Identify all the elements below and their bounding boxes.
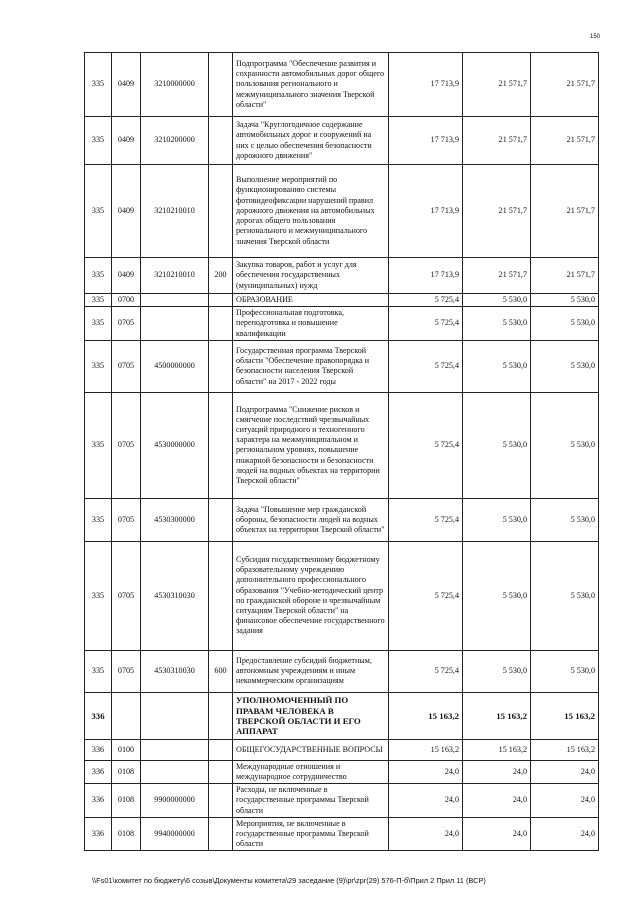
cell-section-code: 0108 bbox=[112, 784, 141, 818]
cell-expense-type bbox=[209, 692, 233, 739]
cell-amount-year1: 5 725,4 bbox=[389, 541, 463, 650]
cell-department-code: 336 bbox=[85, 817, 112, 851]
cell-amount-year2: 21 571,7 bbox=[463, 165, 531, 258]
cell-section-code: 0705 bbox=[112, 307, 141, 341]
cell-section-code: 0705 bbox=[112, 392, 141, 498]
cell-section-code: 0705 bbox=[112, 650, 141, 692]
cell-department-code: 335 bbox=[85, 392, 112, 498]
cell-target-article: 4530000000 bbox=[141, 392, 209, 498]
cell-expense-type bbox=[209, 294, 233, 307]
cell-target-article: 4500000000 bbox=[141, 340, 209, 392]
cell-section-code: 0700 bbox=[112, 294, 141, 307]
cell-target-article bbox=[141, 294, 209, 307]
cell-amount-year1: 17 713,9 bbox=[389, 117, 463, 165]
cell-department-code: 336 bbox=[85, 784, 112, 818]
cell-amount-year2: 5 530,0 bbox=[463, 541, 531, 650]
cell-section-code: 0705 bbox=[112, 340, 141, 392]
cell-description: ОБЩЕГОСУДАРСТВЕННЫЕ ВОПРОСЫ bbox=[233, 739, 389, 760]
cell-amount-year2: 24,0 bbox=[463, 760, 531, 783]
cell-description: Государственная программа Тверской области "Обеспечение правопорядка и безопасности населения Тверской области" на 2017 - 2022 годы bbox=[233, 340, 389, 392]
cell-description: Выполнение мероприятий по функционированию системы фотовидеофиксации нарушений правил дорожного движения на автомобильных дорогах общего пользования регионального и межмуниципального значения Тверской области bbox=[233, 165, 389, 258]
cell-amount-year1: 5 725,4 bbox=[389, 307, 463, 341]
cell-target-article: 4530310030 bbox=[141, 650, 209, 692]
table-row bbox=[85, 53, 599, 117]
cell-department-code: 335 bbox=[85, 165, 112, 258]
cell-description: УПОЛНОМОЧЕННЫЙ ПО ПРАВАМ ЧЕЛОВЕКА В ТВЕРСКОЙ ОБЛАСТИ И ЕГО АППАРАТ bbox=[233, 692, 389, 739]
cell-description: Расходы, не включенные в государственные программы Тверской области bbox=[233, 784, 389, 818]
cell-amount-year1: 15 163,2 bbox=[389, 739, 463, 760]
cell-department-code: 335 bbox=[85, 294, 112, 307]
cell-amount-year1: 5 725,4 bbox=[389, 498, 463, 541]
cell-expense-type bbox=[209, 307, 233, 341]
cell-expense-type: 600 bbox=[209, 650, 233, 692]
cell-amount-year2: 5 530,0 bbox=[463, 307, 531, 341]
cell-amount-year1: 5 725,4 bbox=[389, 294, 463, 307]
cell-department-code: 335 bbox=[85, 53, 112, 117]
table-row bbox=[85, 784, 599, 818]
cell-amount-year2: 21 571,7 bbox=[463, 53, 531, 117]
cell-department-code: 335 bbox=[85, 541, 112, 650]
table-row bbox=[85, 760, 599, 783]
table-row bbox=[85, 498, 599, 541]
cell-expense-type bbox=[209, 817, 233, 851]
cell-description: Профессиональная подготовка, переподготовка и повышение квалификации bbox=[233, 307, 389, 341]
cell-amount-year2: 15 163,2 bbox=[463, 739, 531, 760]
cell-expense-type bbox=[209, 117, 233, 165]
table-row bbox=[85, 258, 599, 294]
cell-description: Задача "Повышение мер гражданской обороны, безопасности людей на водных объектах на территории Тверской области" bbox=[233, 498, 389, 541]
cell-amount-year1: 24,0 bbox=[389, 817, 463, 851]
cell-amount-year1: 17 713,9 bbox=[389, 258, 463, 294]
cell-amount-year2: 21 571,7 bbox=[463, 258, 531, 294]
cell-section-code: 0409 bbox=[112, 117, 141, 165]
cell-amount-year3: 24,0 bbox=[531, 784, 599, 818]
cell-amount-year3: 15 163,2 bbox=[531, 739, 599, 760]
cell-description: Закупка товаров, работ и услуг для обеспечения государственных (муниципальных) нужд bbox=[233, 258, 389, 294]
cell-amount-year3: 5 530,0 bbox=[531, 294, 599, 307]
cell-amount-year3: 5 530,0 bbox=[531, 650, 599, 692]
cell-department-code: 336 bbox=[85, 739, 112, 760]
cell-amount-year2: 24,0 bbox=[463, 784, 531, 818]
cell-expense-type bbox=[209, 498, 233, 541]
cell-amount-year2: 5 530,0 bbox=[463, 294, 531, 307]
budget-table bbox=[84, 52, 599, 851]
cell-description: Задача "Круглогодичное содержание автомобильных дорог и сооружений на них с целью обеспечения безопасности дорожного движения" bbox=[233, 117, 389, 165]
cell-description: Предоставление субсидий бюджетным, автономным учреждениям и иным некоммерческим организациям bbox=[233, 650, 389, 692]
cell-amount-year2: 5 530,0 bbox=[463, 650, 531, 692]
cell-target-article bbox=[141, 692, 209, 739]
cell-department-code: 335 bbox=[85, 117, 112, 165]
file-path-footer: \\Fs01\комитет по бюджету\6 созыв\Документы комитета\29 заседание (9)\pr\zpr(29) 576-П-б\Прил 2 Прил 11 (ВСР) bbox=[92, 876, 486, 885]
table-row bbox=[85, 692, 599, 739]
cell-target-article: 3210200000 bbox=[141, 117, 209, 165]
cell-section-code: 0409 bbox=[112, 53, 141, 117]
table-row bbox=[85, 541, 599, 650]
table-row bbox=[85, 392, 599, 498]
cell-amount-year2: 5 530,0 bbox=[463, 498, 531, 541]
cell-section-code: 0108 bbox=[112, 817, 141, 851]
cell-amount-year2: 5 530,0 bbox=[463, 392, 531, 498]
table-row bbox=[85, 294, 599, 307]
table-row bbox=[85, 340, 599, 392]
cell-expense-type bbox=[209, 340, 233, 392]
cell-target-article: 4530310030 bbox=[141, 541, 209, 650]
cell-department-code: 335 bbox=[85, 307, 112, 341]
cell-amount-year3: 21 571,7 bbox=[531, 165, 599, 258]
cell-section-code: 0705 bbox=[112, 498, 141, 541]
page-number: 150 bbox=[589, 34, 600, 40]
cell-section-code: 0409 bbox=[112, 165, 141, 258]
cell-department-code: 336 bbox=[85, 760, 112, 783]
cell-target-article: 9900000000 bbox=[141, 784, 209, 818]
cell-expense-type bbox=[209, 392, 233, 498]
cell-amount-year1: 5 725,4 bbox=[389, 650, 463, 692]
cell-section-code: 0100 bbox=[112, 739, 141, 760]
cell-amount-year3: 5 530,0 bbox=[531, 307, 599, 341]
cell-description: Подпрограмма "Обеспечение развития и сохранности автомобильных дорог общего пользования регионального и межмуниципального значения Тверской области" bbox=[233, 53, 389, 117]
cell-section-code: 0409 bbox=[112, 258, 141, 294]
cell-description: Международные отношения и международное сотрудничество bbox=[233, 760, 389, 783]
cell-section-code bbox=[112, 692, 141, 739]
cell-description: Субсидия государственному бюджетному образовательному учреждению дополнительного профессионального образования "Учебно-методический центр по гражданской обороне и чрезвычайным ситуациям Тверской области" на финансовое обеспечение государственного задания bbox=[233, 541, 389, 650]
cell-target-article bbox=[141, 760, 209, 783]
cell-target-article: 3210210010 bbox=[141, 165, 209, 258]
cell-amount-year1: 5 725,4 bbox=[389, 340, 463, 392]
cell-expense-type: 200 bbox=[209, 258, 233, 294]
cell-description: Подпрограмма "Снижение рисков и смягчение последствий чрезвычайных ситуаций природного и техногенного характера на межмуниципальном и региональном уровнях, повышение пожарной безопасности и безопасности людей на водных объектах на территории Тверской области" bbox=[233, 392, 389, 498]
cell-amount-year1: 17 713,9 bbox=[389, 53, 463, 117]
table-row bbox=[85, 739, 599, 760]
cell-department-code: 335 bbox=[85, 258, 112, 294]
cell-target-article: 3210000000 bbox=[141, 53, 209, 117]
cell-target-article: 9940000000 bbox=[141, 817, 209, 851]
cell-amount-year3: 5 530,0 bbox=[531, 340, 599, 392]
cell-amount-year1: 15 163,2 bbox=[389, 692, 463, 739]
cell-amount-year3: 21 571,7 bbox=[531, 258, 599, 294]
table-row bbox=[85, 165, 599, 258]
cell-amount-year1: 17 713,9 bbox=[389, 165, 463, 258]
cell-amount-year1: 5 725,4 bbox=[389, 392, 463, 498]
cell-amount-year3: 15 163,2 bbox=[531, 692, 599, 739]
cell-amount-year3: 21 571,7 bbox=[531, 117, 599, 165]
cell-amount-year3: 5 530,0 bbox=[531, 498, 599, 541]
cell-department-code: 335 bbox=[85, 340, 112, 392]
cell-amount-year3: 24,0 bbox=[531, 817, 599, 851]
cell-amount-year3: 5 530,0 bbox=[531, 541, 599, 650]
table-row bbox=[85, 307, 599, 341]
cell-expense-type bbox=[209, 53, 233, 117]
cell-expense-type bbox=[209, 784, 233, 818]
cell-amount-year2: 21 571,7 bbox=[463, 117, 531, 165]
table-row bbox=[85, 650, 599, 692]
cell-section-code: 0108 bbox=[112, 760, 141, 783]
cell-expense-type bbox=[209, 760, 233, 783]
cell-target-article: 3210210010 bbox=[141, 258, 209, 294]
cell-expense-type bbox=[209, 541, 233, 650]
cell-target-article bbox=[141, 739, 209, 760]
cell-amount-year1: 24,0 bbox=[389, 784, 463, 818]
cell-amount-year1: 24,0 bbox=[389, 760, 463, 783]
cell-amount-year3: 5 530,0 bbox=[531, 392, 599, 498]
cell-description: ОБРАЗОВАНИЕ bbox=[233, 294, 389, 307]
cell-amount-year3: 21 571,7 bbox=[531, 53, 599, 117]
cell-amount-year3: 24,0 bbox=[531, 760, 599, 783]
cell-department-code: 335 bbox=[85, 650, 112, 692]
cell-expense-type bbox=[209, 739, 233, 760]
table-row bbox=[85, 117, 599, 165]
cell-amount-year2: 15 163,2 bbox=[463, 692, 531, 739]
cell-target-article: 4530300000 bbox=[141, 498, 209, 541]
cell-department-code: 335 bbox=[85, 498, 112, 541]
cell-target-article bbox=[141, 307, 209, 341]
table-row bbox=[85, 817, 599, 851]
cell-section-code: 0705 bbox=[112, 541, 141, 650]
cell-department-code: 336 bbox=[85, 692, 112, 739]
cell-amount-year2: 24,0 bbox=[463, 817, 531, 851]
cell-amount-year2: 5 530,0 bbox=[463, 340, 531, 392]
cell-expense-type bbox=[209, 165, 233, 258]
cell-description: Мероприятия, не включенные в государственные программы Тверской области bbox=[233, 817, 389, 851]
